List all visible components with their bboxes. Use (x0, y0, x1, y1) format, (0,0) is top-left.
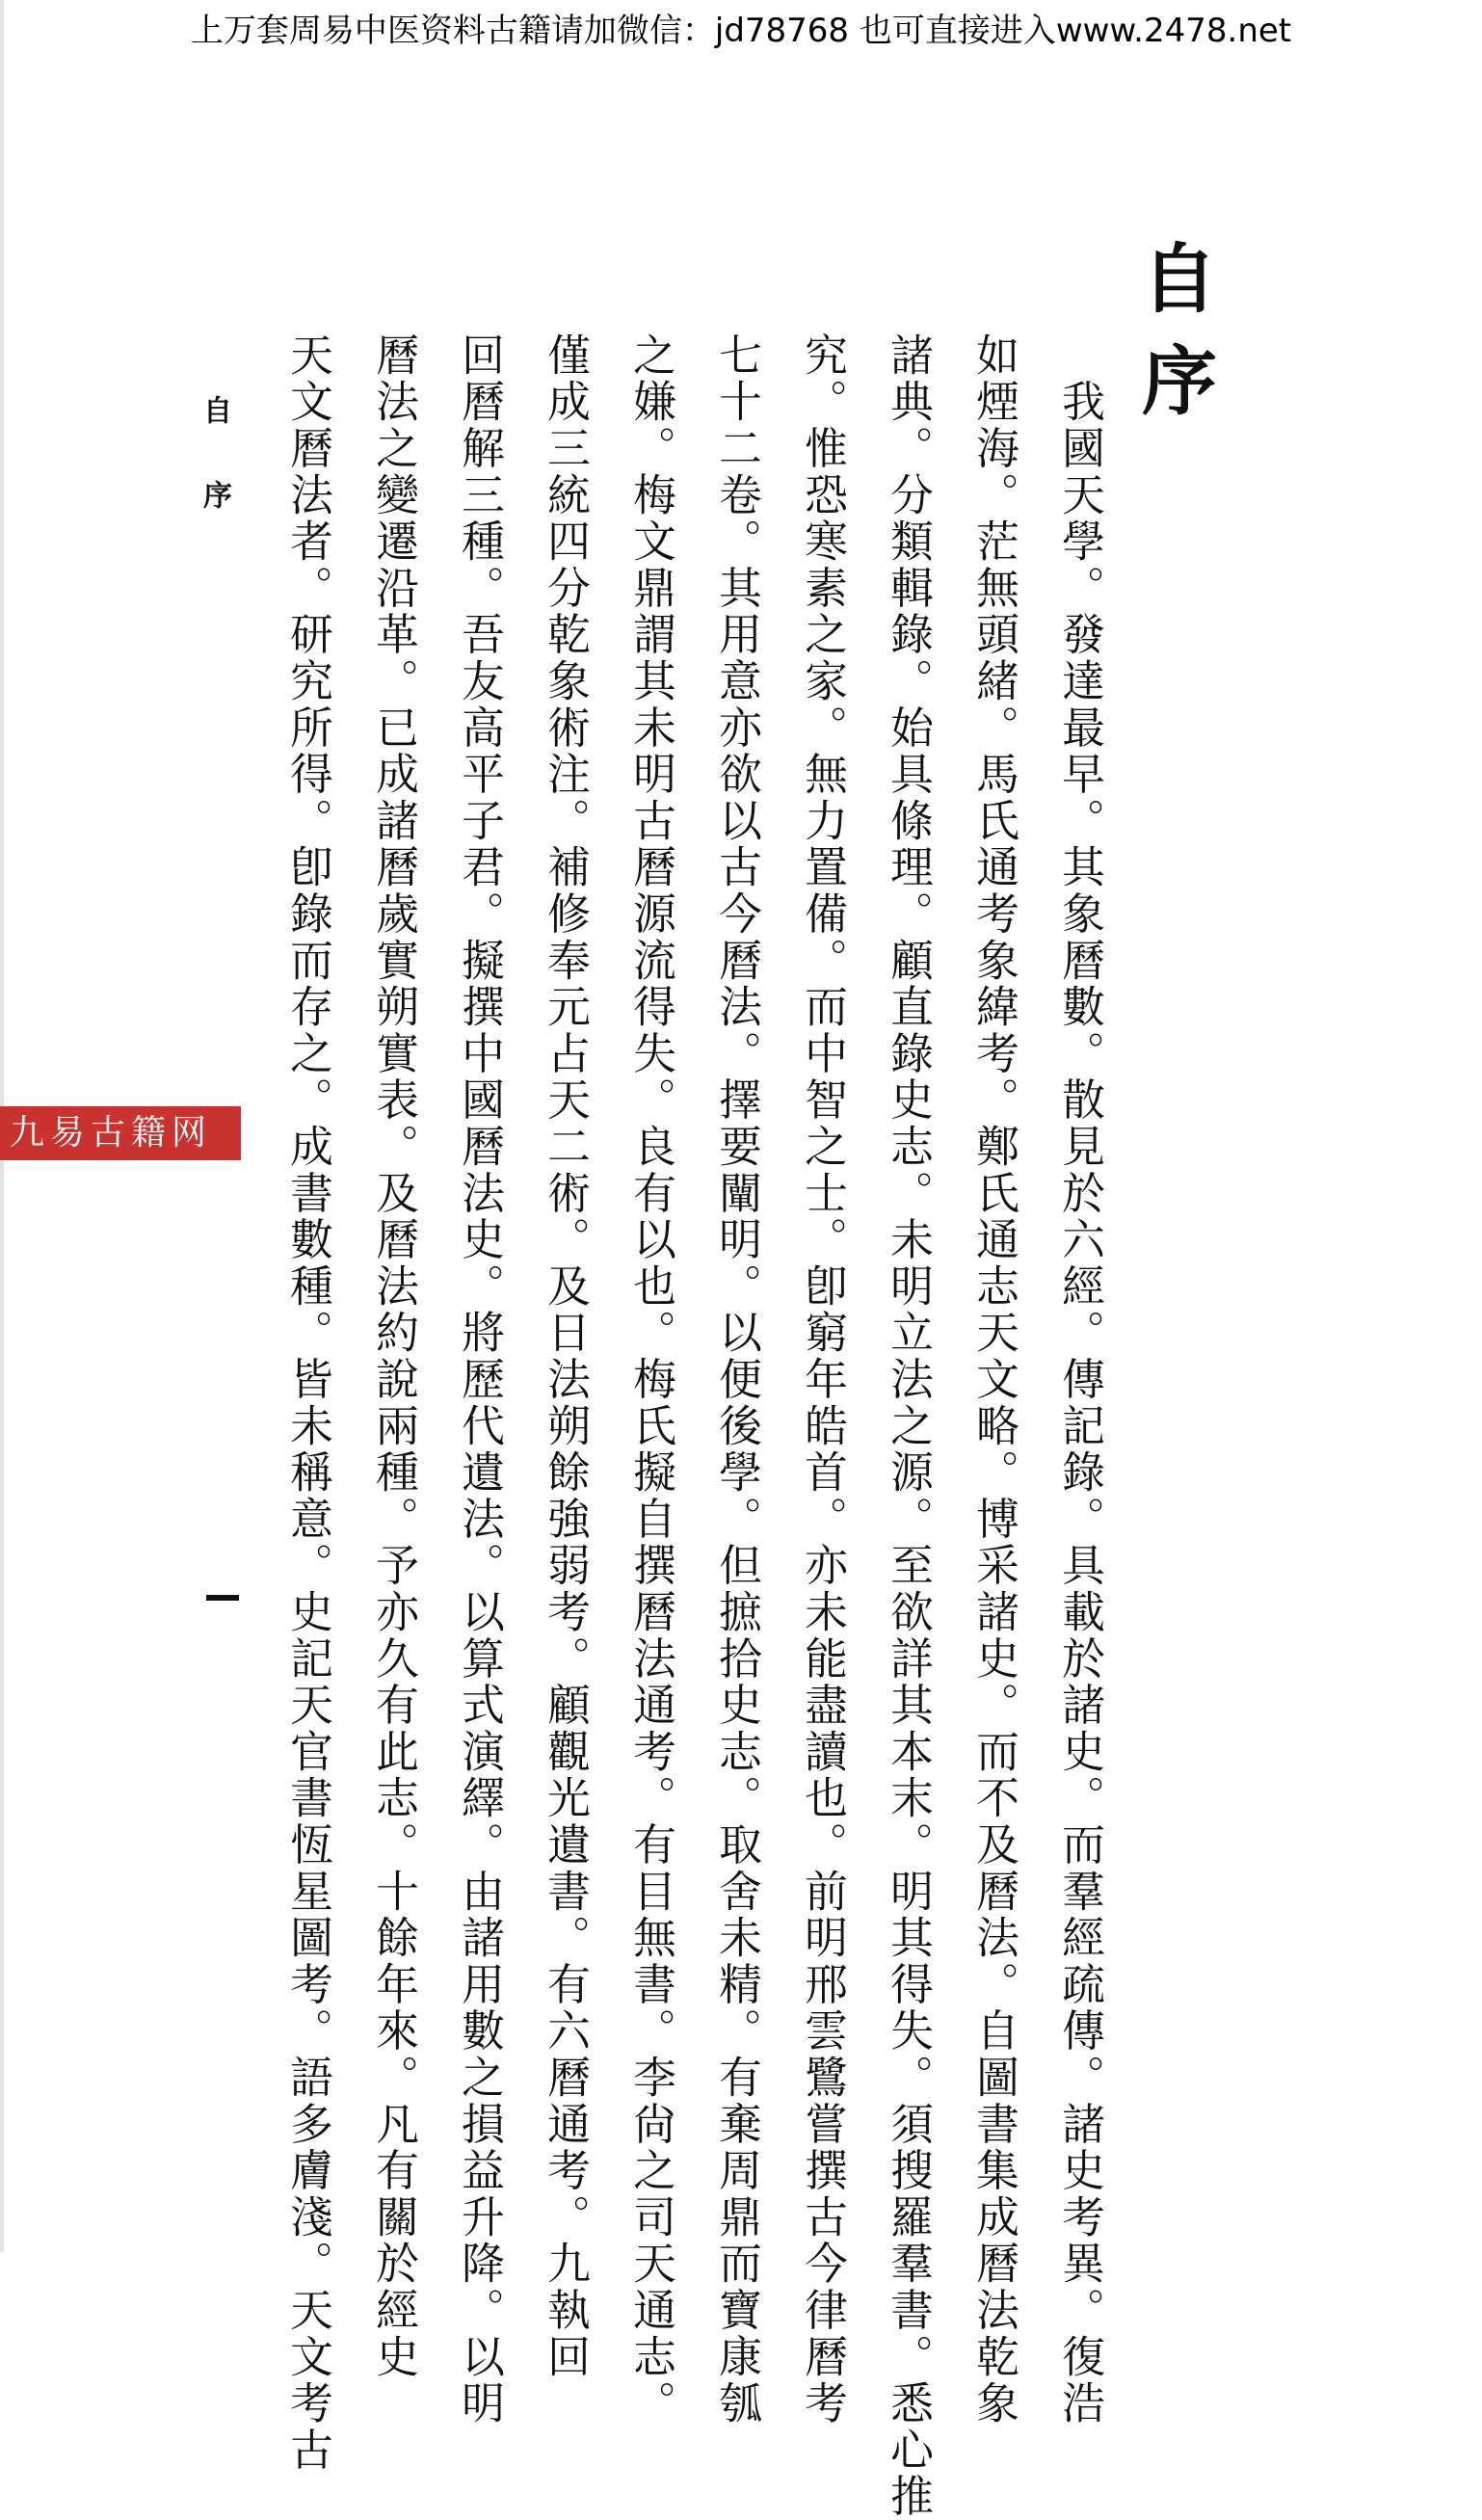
text-column: 曆法之變遷沿革。已成諸曆歲實朔實表。及曆法約說兩種。予亦久有此志。十餘年來。凡有關於經史 (368, 332, 419, 2381)
text-column: 究。惟恐寒素之家。無力置備。而中智之士。卽窮年皓首。亦未能盡讀也。前明邢雲鷺嘗撰古今律曆考 (797, 332, 848, 2427)
text-column: 我國天學。發達最早。其象曆數。散見於六經。傳記錄。具載於諸史。而羣經疏傳。諸史考異。復浩 (1054, 332, 1105, 2427)
text-column: 天文曆法者。研究所得。卽錄而存之。成書數種。皆未稱意。史記天官書恆星圖考。語多膚淺。天文考古 (282, 332, 333, 2474)
page-title: 自序 (1129, 239, 1217, 443)
text-column: 如煙海。茫無頭緒。馬氏通考象緯考。鄭氏通志天文略。博采諸史。而不及曆法。自圖書集成曆法乾象 (968, 332, 1019, 2427)
text-column: 七十二卷。其用意亦欲以古今曆法。擇要闡明。以便後學。但摭拾史志。取舍未精。有棄周鼎而寶康瓠 (711, 332, 762, 2427)
text-column: 僅成三統四分乾象術注。補修奉元占天二術。及日法朔餘強弱考。顧觀光遺書。有六曆通考。九執回 (540, 332, 591, 2381)
text-column: 之嫌。梅文鼎謂其未明古曆源流得失。良有以也。梅氏擬自撰曆法通考。有目無書。李尙之司天通志。 (625, 332, 676, 2427)
text-column: 回曆解三種。吾友高平子君。擬撰中國曆法史。將歷代遺法。以算式演繹。由諸用數之損益升降。以明 (454, 332, 505, 2427)
text-column: 諸典。分類輯錄。始具條理。顧直錄史志。未明立法之源。至欲詳其本末。明其得失。須搜羅羣書。悉心推 (883, 332, 934, 2520)
preface-body (265, 332, 1123, 2520)
watermark-banner[interactable]: 上万套周易中医资料古籍请加微信：jd78768 也可直接进入www.2478.net (190, 12, 1292, 50)
running-head: 自序 (198, 395, 231, 565)
page-number (206, 1595, 239, 1601)
site-stamp: 九易古籍网 (0, 1106, 241, 1160)
